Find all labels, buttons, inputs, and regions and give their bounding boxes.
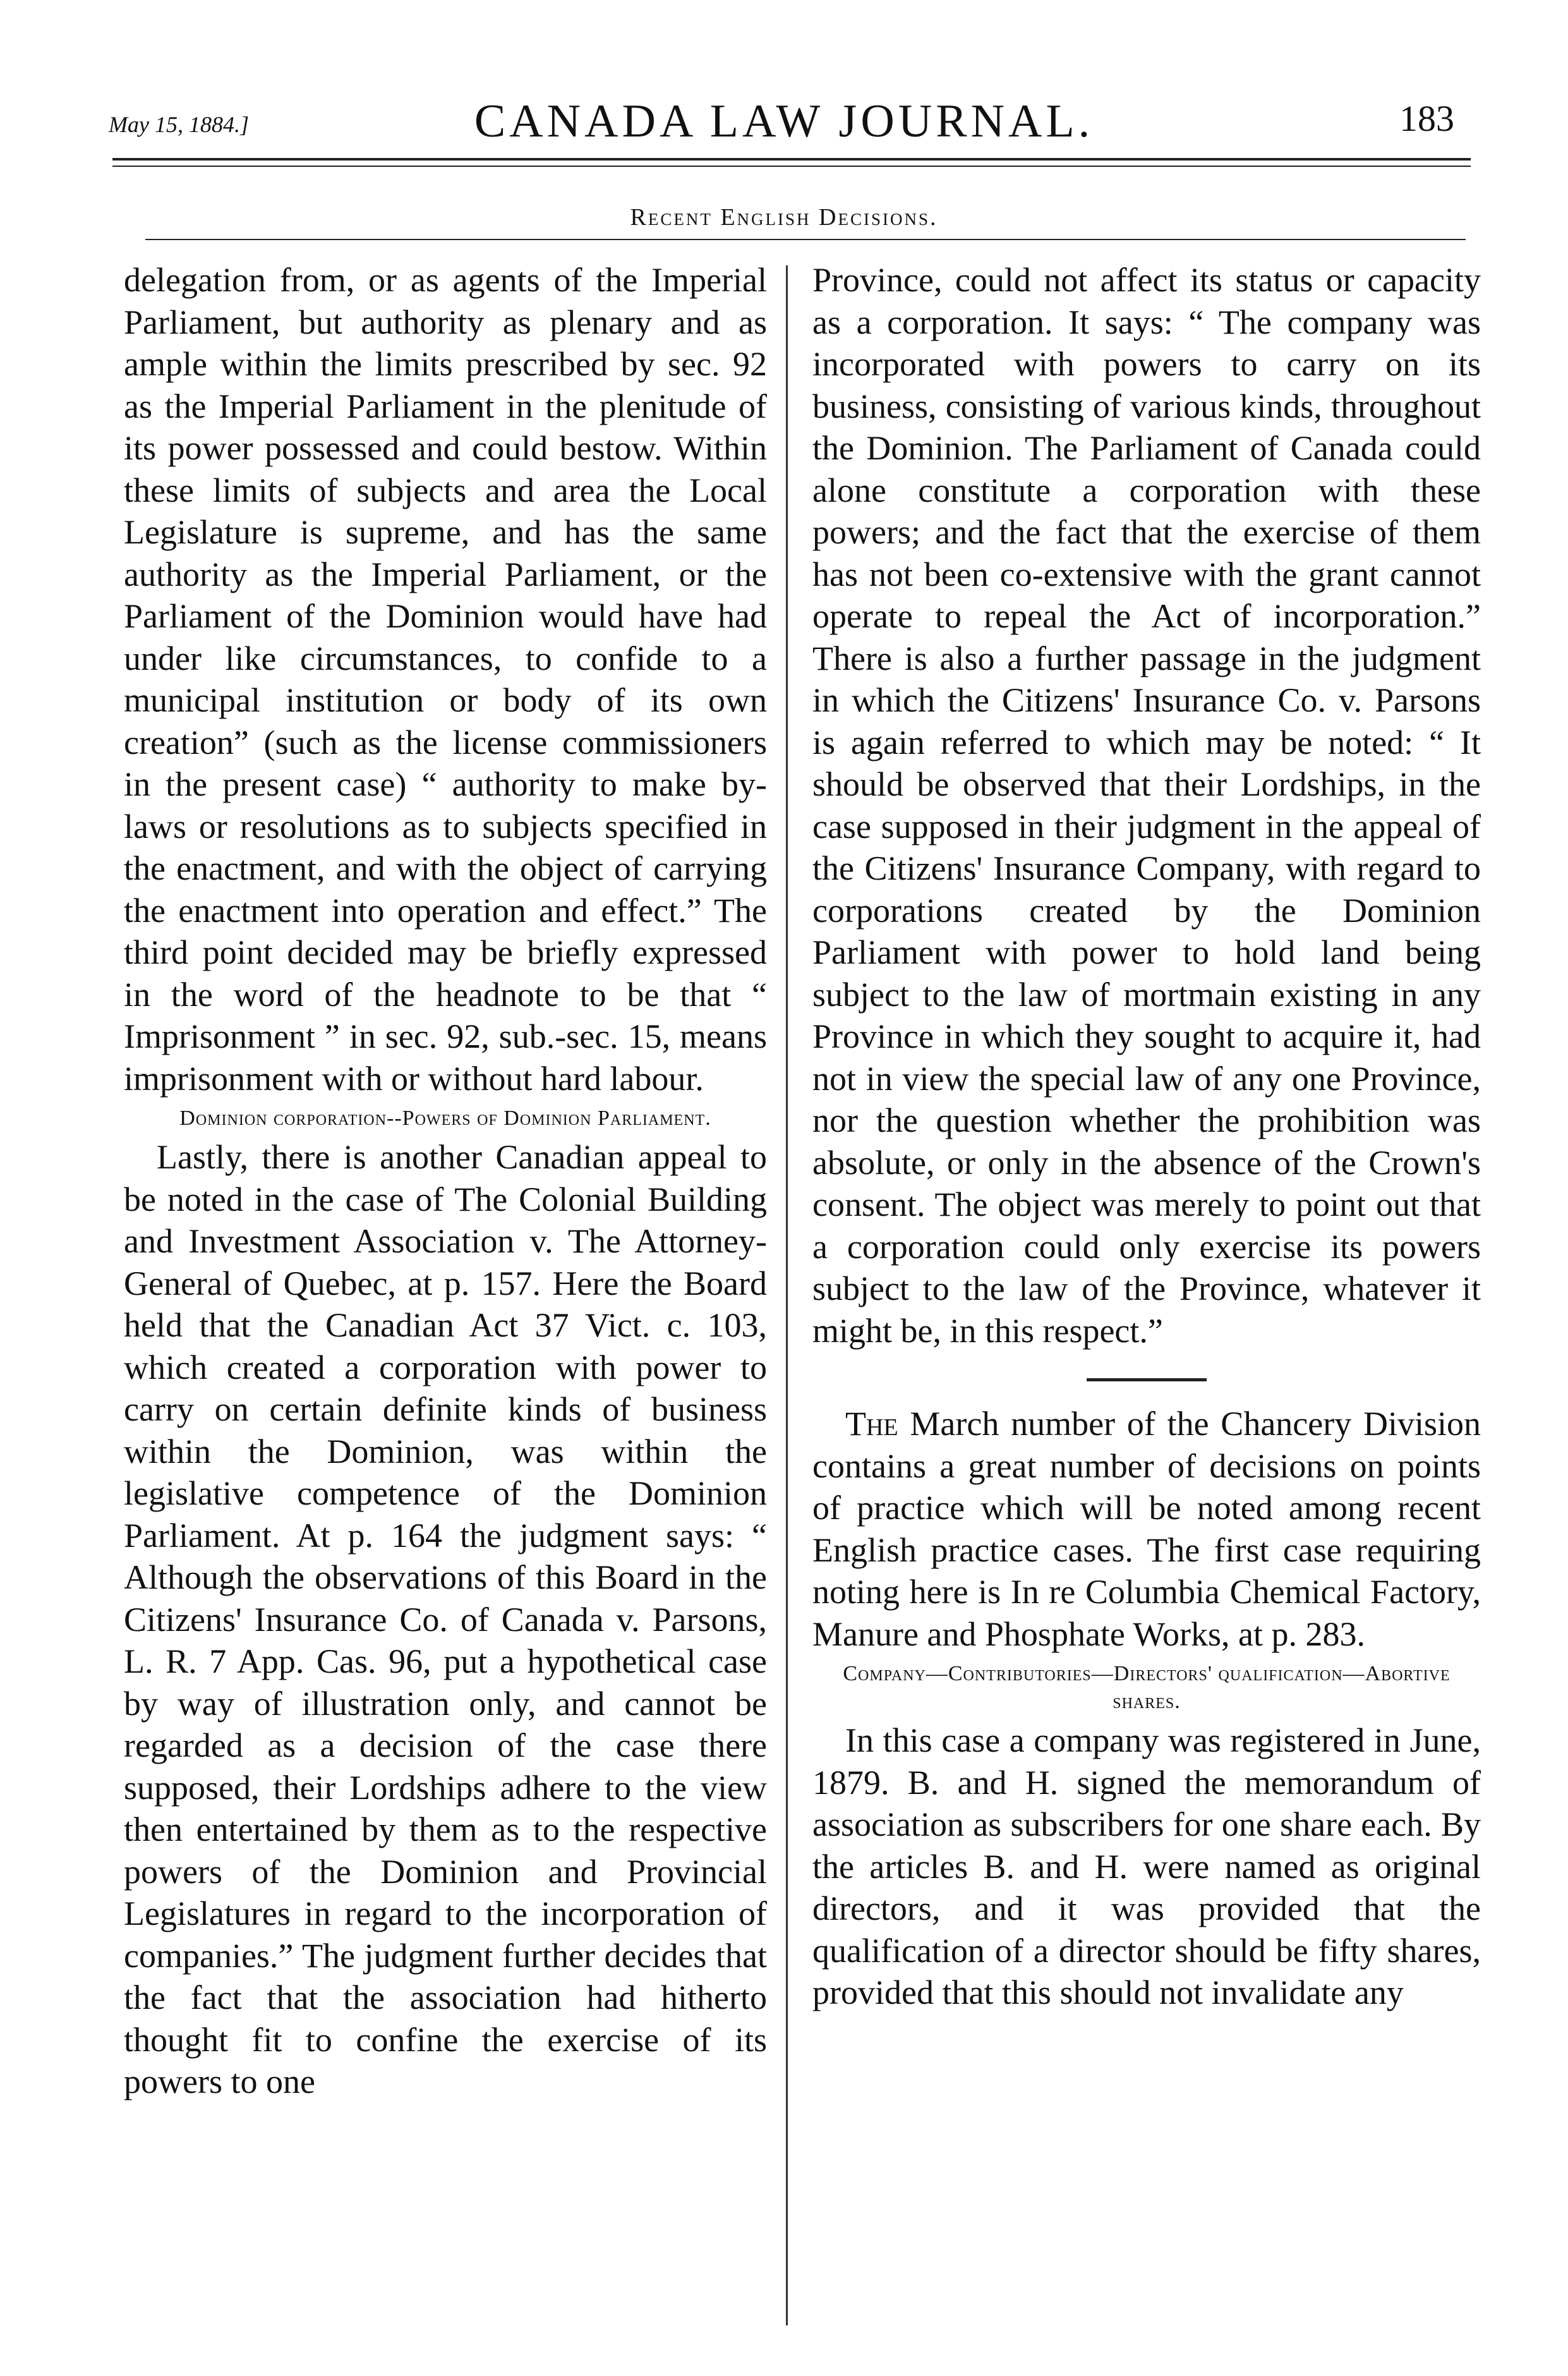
header-rule-thin <box>112 166 1471 167</box>
right-paragraph-1: Province, could not affect its status or capacity as a corporation. It says: “ The company was incorporated with powers to carry on its business, consisting of various kinds, throughout the Dominion. The Parliament of Canada could alone constitute a corporation with these powers; and the fact that the exercise of them has not been co-extensive with the grant cannot operate to repeal the Act of incorporation.” There is also a further passage in the judgment in which the Citizens' Insurance Co. v. Parsons is again referred to which may be noted: “ It should be observed that their Lordships, in the case supposed in their judgment in the appeal of the Citizens' Insurance Company, with regard to corporations created by the Dominion Parliament with power to hold land being subject to the law of mortmain existing in any Province in which they sought to acquire it, had not in view the special law of any one Province, nor the question whether the prohibition was absolute, or only in the absence of the Crown's consent. The object was merely to point out that a corporation could only exercise its powers subject to the law of the Province, whatever it might be, in this respect.” <box>812 261 1481 1350</box>
right-subheading: Company—Contributories—Directors' qualification—Abortive shares. <box>843 1662 1450 1713</box>
paragraph-separator-rule <box>1087 1378 1207 1381</box>
section-rule <box>145 239 1466 240</box>
left-paragraph-1: delegation from, or as agents of the Imperial Parliament, but authority as plenary and as ample within the limits prescribed by sec. 92 as the Imperial Parliament in the plenitude of its power possessed and could bestow. Within these limits of subjects and area the Local Legislature is supreme, and has the same authority as the Imperial Parliament, or the Parliament of the Dominion would have had under like circumstances, to confide to a municipal institution or body of its own creation” (such as the license commissioners in the present case) “ authority to make by-laws or resolutions as to subjects specified in the enactment, and with the object of carrying the enactment into operation and effect.” The third point decided may be briefly expressed in the word of the headnote to be that “ Imprisonment ” in sec. 92, sub.-sec. 15, means imprisonment with or without hard labour. <box>124 261 767 1098</box>
header-rule-thick <box>112 158 1471 161</box>
right-paragraph-2 <box>812 1403 1481 1655</box>
left-column <box>124 259 767 2103</box>
right-paragraph-2-text: March number of the Chancery Division contains a great number of decisions on points of practice which will be noted among recent English practice cases. The first case requiring noting here is In re Columbia Chemical Factory, Manure and Phosphate Works, at p. 283. <box>812 1405 1481 1653</box>
column-divider <box>786 265 788 2325</box>
left-subheading: Dominion corporation--Powers of Dominion Parliament. <box>179 1106 711 1130</box>
page-number: 183 <box>1399 98 1454 139</box>
journal-title: CANADA LAW JOURNAL. <box>474 95 1094 147</box>
issue-date: May 15, 1884.] <box>109 112 249 137</box>
section-title: Recent English Decisions. <box>630 204 938 231</box>
paragraph-lead-word: The <box>845 1405 898 1443</box>
right-paragraph-3: In this case a company was registered in June, 1879. B. and H. signed the memorandum of association as subscribers for one share each. By the articles B. and H. were named as original directors, and it was provided that the qualification of a director should be fifty shares, provided that this should not invalidate any <box>812 1721 1481 2011</box>
right-column <box>812 259 1481 2014</box>
left-paragraph-2: Lastly, there is another Canadian appeal to be noted in the case of The Colonial Building and Investment Association v. The Attorney-General of Quebec, at p. 157. Here the Board held that the Canadian Act 37 Vict. c. 103, which created a corporation with power to carry on certain definite kinds of business within the Dominion, was within the legislative competence of the Dominion Parliament. At p. 164 the judgment says: “ Although the observations of this Board in the Citizens' Insurance Co. of Canada v. Parsons, L. R. 7 App. Cas. 96, put a hypothetical case by way of illustration only, and cannot be regarded as a decision of the case there supposed, their Lordships adhere to the view then entertained by them as to the respective powers of the Dominion and Provincial Legislatures in regard to the incorporation of companies.” The judgment further decides that the fact that the association had hitherto thought fit to confine the exercise of its powers to one <box>124 1138 767 2100</box>
